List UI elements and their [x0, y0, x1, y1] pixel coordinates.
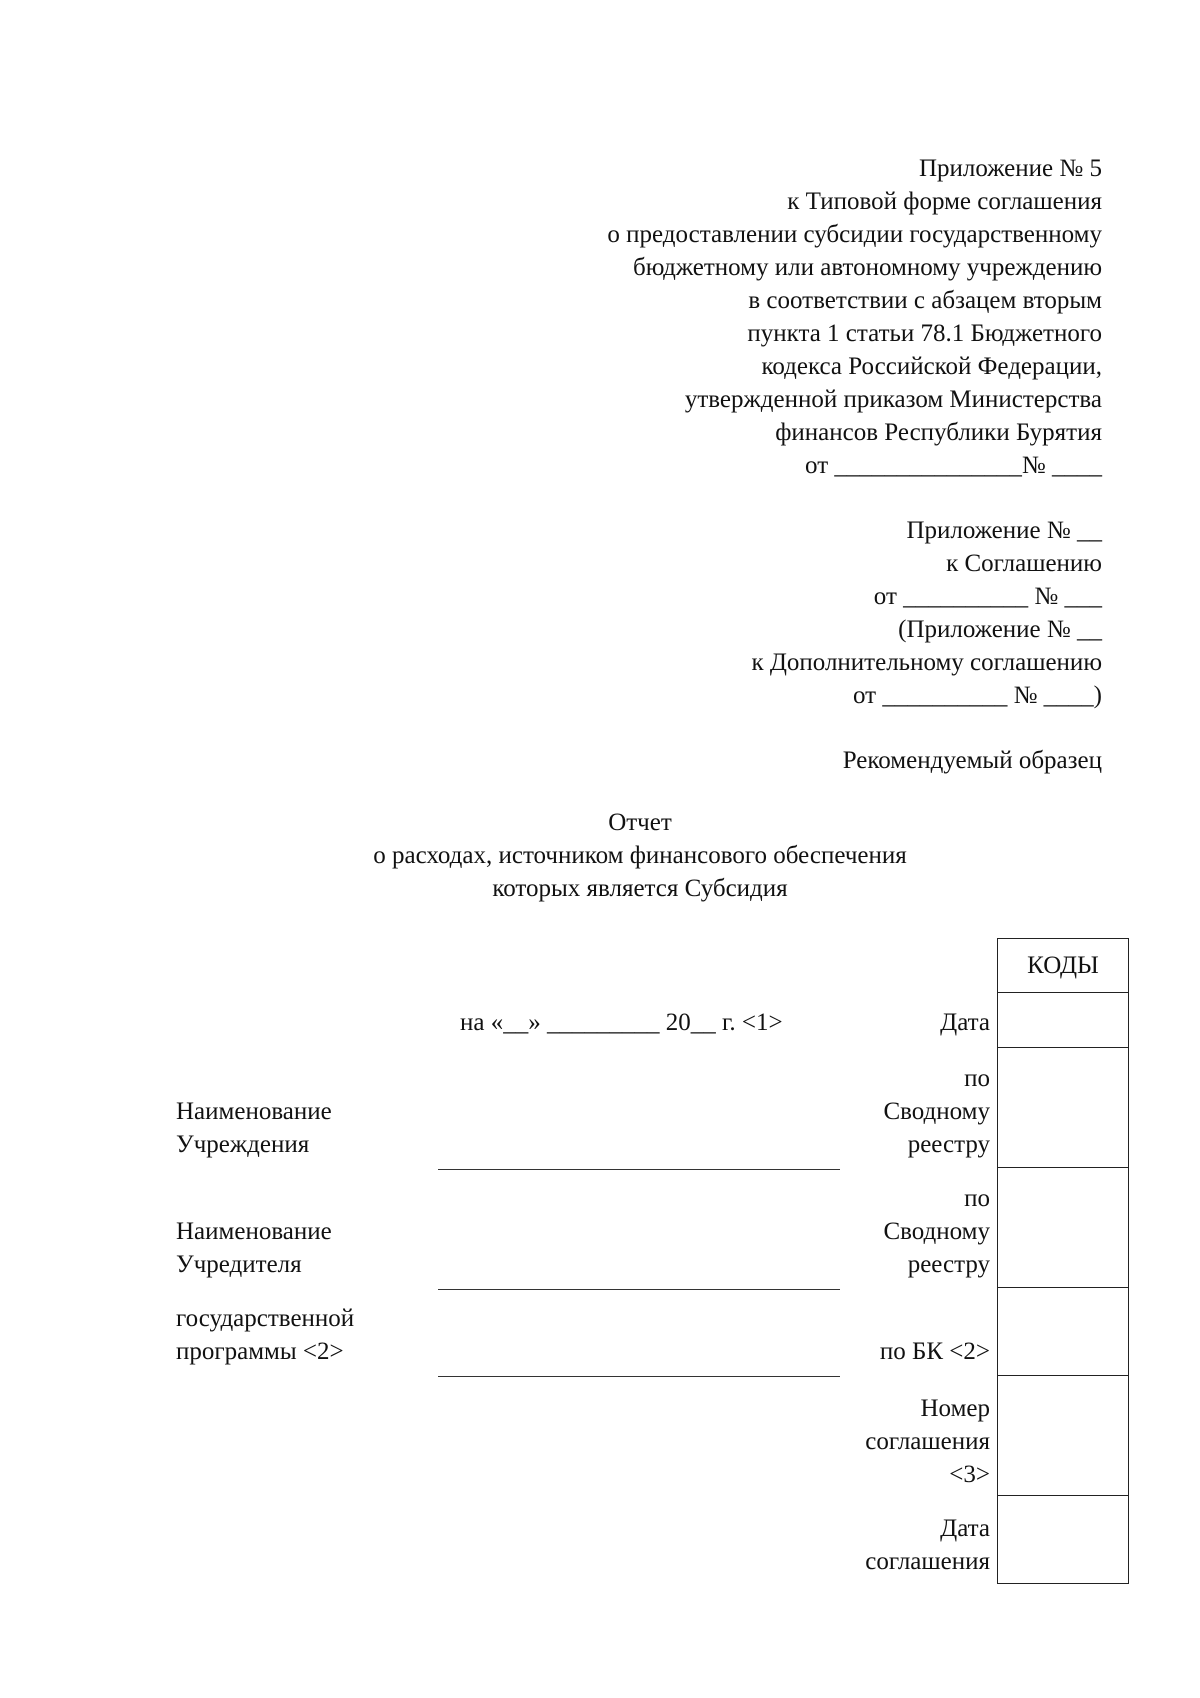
agreement-line: Приложение № __	[906, 517, 1102, 544]
report-title-line: о расходах, источником финансового обеспечения	[373, 842, 907, 869]
report-title-line: которых является Субсидия	[492, 875, 788, 902]
agreement-line: (Приложение № __	[898, 616, 1102, 643]
code-label-line: Номер	[920, 1395, 990, 1422]
codes-table	[997, 938, 1129, 1584]
report-date-line: на «__» _________ 20__ г. <1>	[460, 1009, 783, 1036]
agreement-reference	[751, 514, 1102, 712]
code-label-registry-institution	[883, 1062, 990, 1161]
field-label-line: Наименование	[176, 1218, 332, 1245]
report-title-line: Отчет	[608, 809, 672, 836]
field-label-program	[176, 1302, 354, 1368]
institution-fill-line[interactable]	[438, 1169, 840, 1170]
annex-line: кодекса Российской Федерации,	[761, 353, 1102, 380]
code-label-line: соглашения	[865, 1548, 990, 1575]
code-cell-agreement-date[interactable]	[998, 1496, 1128, 1584]
annex-line: к Типовой форме соглашения	[787, 188, 1102, 215]
annex-line: финансов Республики Бурятия	[775, 419, 1102, 446]
code-label-agreement-number	[865, 1392, 990, 1491]
report-title	[0, 806, 1200, 905]
recommended-sample-label: Рекомендуемый образец	[842, 747, 1102, 774]
annex-line: о предоставлении субсидии государственному	[607, 221, 1102, 248]
agreement-line: к Дополнительному соглашению	[751, 649, 1102, 676]
annex-line: бюджетному или автономному учреждению	[632, 254, 1102, 281]
agreement-line: от __________ № ___	[873, 583, 1102, 610]
agreement-line: от __________ № ____)	[852, 682, 1102, 709]
program-fill-line[interactable]	[438, 1376, 840, 1377]
code-label-budget-classification	[880, 1335, 990, 1368]
field-label-line: Наименование	[176, 1098, 332, 1125]
annex-line: от _______________№ ____	[805, 452, 1102, 479]
code-label-line: реестру	[907, 1251, 990, 1278]
annex-line: пункта 1 статьи 78.1 Бюджетного	[747, 320, 1102, 347]
code-label-line: Сводному	[883, 1218, 990, 1245]
code-cell-registry-founder[interactable]	[998, 1168, 1128, 1288]
code-cell-budget-classification[interactable]	[998, 1288, 1128, 1376]
code-label-line: <3>	[949, 1461, 990, 1488]
annex-line: в соответствии с абзацем вторым	[748, 287, 1102, 314]
field-label-line: Учреждения	[176, 1131, 310, 1158]
code-label-line: по	[964, 1185, 990, 1212]
code-label-line: по БК <2>	[879, 1338, 990, 1365]
field-label-founder	[176, 1215, 332, 1281]
founder-fill-line[interactable]	[438, 1289, 840, 1290]
code-cell-agreement-number[interactable]	[998, 1376, 1128, 1496]
annex-line: Приложение № 5	[918, 155, 1102, 182]
code-label-agreement-date	[865, 1512, 990, 1578]
code-label-line: соглашения	[865, 1428, 990, 1455]
code-label-line: Дата	[940, 1515, 990, 1542]
annex-header	[607, 152, 1102, 482]
field-label-line: программы <2>	[176, 1338, 344, 1365]
field-label-institution	[176, 1095, 332, 1161]
annex-line: утвержденной приказом Министерства	[684, 386, 1102, 413]
code-cell-date[interactable]	[998, 993, 1128, 1048]
code-label-line: Дата	[940, 1009, 990, 1036]
code-label-line: Сводному	[883, 1098, 990, 1125]
code-label-line: реестру	[907, 1131, 990, 1158]
code-label-registry-founder	[883, 1182, 990, 1281]
field-label-line: государственной	[176, 1305, 355, 1332]
code-label-line: по	[964, 1065, 990, 1092]
code-cell-registry-institution[interactable]	[998, 1048, 1128, 1168]
code-label-date	[940, 1006, 990, 1039]
agreement-line: к Соглашению	[946, 550, 1102, 577]
field-label-line: Учредителя	[176, 1251, 302, 1278]
codes-header: КОДЫ	[998, 939, 1128, 993]
